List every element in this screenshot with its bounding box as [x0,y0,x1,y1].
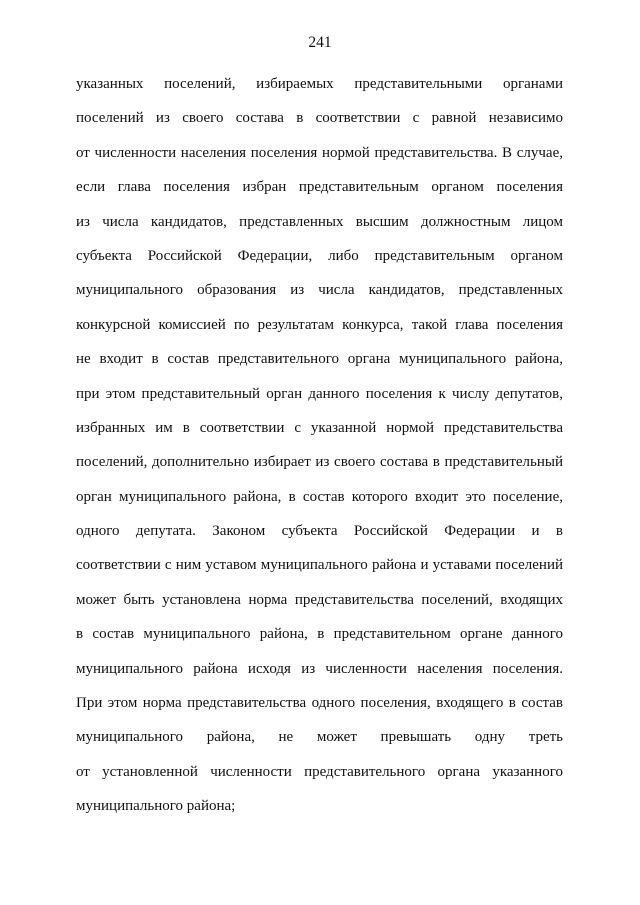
text-line: муниципального района исходя из численности населения поселения. [76,660,563,677]
text-line: не входит в состав представительного органа муниципального района, [76,351,563,368]
text-line: субъекта Российской Федерации, либо представительным органом [76,247,563,264]
text-line: от установленной численности представительного органа указанного [76,763,563,780]
text-line: указанных поселений, избираемых представительными органами [76,76,563,92]
text-line: если глава поселения избран представительным органом поселения [76,179,563,196]
text-line: муниципального района; [76,798,236,815]
text-line: орган муниципального района, в состав которого входит это поселение, [76,488,563,505]
text-line: из числа кандидатов, представленных высшим должностным лицом [76,213,563,230]
text-line: муниципального района, не может превышать одну треть [76,729,563,746]
text-line: избранных им в соответствии с указанной нормой представительства [76,419,563,436]
text-line: муниципального образования из числа кандидатов, представленных [76,282,563,299]
text-line: при этом представительный орган данного поселения к числу депутатов, [76,385,563,402]
text-line: от численности населения поселения нормой представительства. В случае, [76,144,563,161]
text-line: соответствии с ним уставом муниципального района и уставами поселений [76,557,563,574]
text-line: поселений из своего состава в соответствии с равной независимо [76,110,563,127]
text-line: может быть установлена норма представительства поселений, входящих [76,591,563,608]
text-line: одного депутата. Законом субъекта Российской Федерации и в [76,523,563,540]
body-text [76,67,563,824]
text-line: При этом норма представительства одного поселения, входящего в состав [76,695,563,712]
page-number: 241 [308,34,332,51]
text-line: конкурсной комиссией по результатам конкурса, такой глава поселения [76,316,563,333]
text-line: поселений, дополнительно избирает из своего состава в представительный [76,454,563,471]
text-line: в состав муниципального района, в представительном органе данного [76,626,563,643]
